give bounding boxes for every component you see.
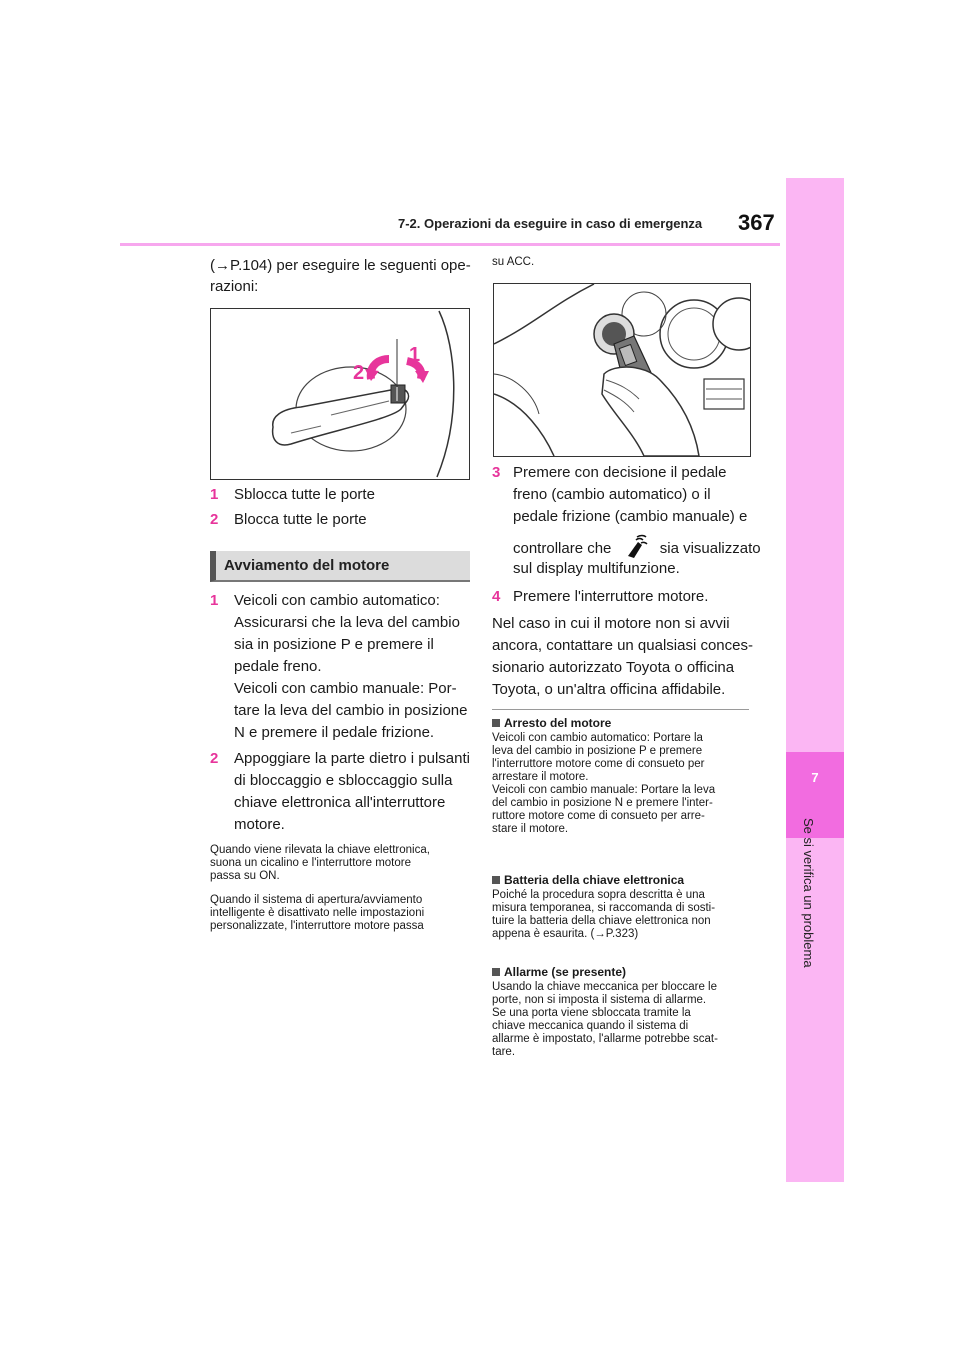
step-3-number: 3 xyxy=(492,464,501,481)
step-number: 2 xyxy=(210,511,219,528)
step-text: Blocca tutte le porte xyxy=(234,511,367,528)
note-alarm xyxy=(492,965,718,1059)
chapter-side-tab[interactable] xyxy=(786,178,844,1182)
key-fob-ignition-illustration xyxy=(494,284,750,456)
step-3-line: freno (cambio automatico) o il xyxy=(513,486,711,503)
step-3-line-5: sul display multifunzione. xyxy=(513,560,680,577)
step-2-line: chiave elettronica all'interruttore xyxy=(234,794,446,811)
note-line: arrestare il motore. xyxy=(492,771,589,783)
note-line: stare il motore. xyxy=(492,823,569,835)
note-line: appena è esaurita. (→P.323) xyxy=(492,928,639,940)
note-line: ruttore motore come di consueto per arre- xyxy=(492,810,705,822)
intro-line-1: (→P.104) per eseguire le seguenti ope- xyxy=(210,257,471,274)
step-1-line: Assicurarsi che la leva del cambio xyxy=(234,614,460,631)
note-battery xyxy=(492,873,715,941)
square-bullet-icon xyxy=(492,876,500,884)
figure-step-1 xyxy=(210,484,375,506)
step-number: 1 xyxy=(210,486,219,503)
section-heading: Avviamento del motore xyxy=(224,557,390,574)
note-line: Quando il sistema di apertura/avviamento xyxy=(210,894,423,906)
figure-label-1: 1 xyxy=(409,344,421,366)
note-stop-engine xyxy=(492,716,715,836)
note-line: tare. xyxy=(492,1046,516,1058)
square-bullet-icon xyxy=(492,719,500,727)
step-2-number: 2 xyxy=(210,750,219,767)
step-2-line: motore. xyxy=(234,816,285,833)
step-1-text xyxy=(234,590,467,744)
para-line: ancora, contattare un qualsiasi conces- xyxy=(492,637,753,654)
door-handle-illustration xyxy=(211,309,469,479)
note-line: Veicoli con cambio manuale: Portare la leva xyxy=(492,784,716,796)
step-1-line: N e premere il pedale frizione. xyxy=(234,724,435,741)
square-bullet-icon xyxy=(492,968,500,976)
step-3-text-b: sia visualizzato xyxy=(659,540,761,557)
step-3-line-4 xyxy=(513,534,761,560)
para-line: Toyota, o un'altra officina affidabile. xyxy=(492,681,726,698)
figure-step-2 xyxy=(210,509,367,531)
note-line: passa su ON. xyxy=(210,870,280,882)
step-4-text: Premere l'interruttore motore. xyxy=(513,588,709,605)
step-2-line: di bloccaggio e sbloccaggio sulla xyxy=(234,772,453,789)
note-line: porte, non si imposta il sistema di allarme. xyxy=(492,994,707,1006)
note-line: personalizzate, l'interruttore motore passa xyxy=(210,920,424,932)
note-title: Allarme (se presente) xyxy=(492,965,718,981)
section-heading-box xyxy=(210,551,470,582)
note-title: Batteria della chiave elettronica xyxy=(492,873,715,889)
step-4-number: 4 xyxy=(492,588,501,605)
step-1-line: pedale freno. xyxy=(234,658,322,675)
note-line: chiave meccanica quando il sistema di xyxy=(492,1020,689,1032)
note-line: Veicoli con cambio automatico: Portare la xyxy=(492,732,703,744)
note-line: Quando viene rilevata la chiave elettronica, xyxy=(210,844,430,856)
ignition-figure xyxy=(493,283,751,457)
step-2-text xyxy=(234,748,470,836)
note-line: leva del cambio in posizione P e premere xyxy=(492,745,703,757)
chapter-title: Se si verifica un problema xyxy=(801,818,816,968)
step-1-line: tare la leva del cambio in posizione xyxy=(234,702,468,719)
note-detected xyxy=(210,844,430,883)
note-line: Poiché la procedura sopra descritta è una xyxy=(492,889,705,901)
step-1-line: sia in posizione P e premere il xyxy=(234,636,434,653)
step-3-text-a: controllare che xyxy=(513,540,612,557)
section-title: 7-2. Operazioni da eseguire in caso di emergenza xyxy=(398,216,703,231)
note-line: intelligente è disattivato nelle impostazioni xyxy=(210,907,425,919)
note-title: Arresto del motore xyxy=(492,716,715,732)
step-text: Sblocca tutte le porte xyxy=(234,486,375,503)
note-line: misura temporanea, si raccomanda di sosti- xyxy=(492,902,716,914)
para-line: Nel caso in cui il motore non si avvii xyxy=(492,615,730,632)
note-line: allarme è impostato, l'allarme potrebbe scat- xyxy=(492,1033,718,1045)
note-line: l'interruttore motore come di consueto per xyxy=(492,758,705,770)
step-3-text xyxy=(513,462,747,528)
step-1-line: Veicoli con cambio manuale: Por- xyxy=(234,680,457,697)
intro-line-2: razioni: xyxy=(210,278,259,295)
note-disabled xyxy=(210,894,424,933)
step-1-line: Veicoli con cambio automatico: xyxy=(234,592,440,609)
key-indicator-icon xyxy=(622,534,650,558)
divider xyxy=(492,709,749,710)
step-3-line: pedale frizione (cambio manuale) e xyxy=(513,508,748,525)
chapter-number: 7 xyxy=(811,770,819,785)
door-handle-figure xyxy=(210,308,470,480)
para-line: sionario autorizzato Toyota o officina xyxy=(492,659,735,676)
continue-text: su ACC. xyxy=(492,256,535,268)
note-line: del cambio in posizione N e premere l'inter- xyxy=(492,797,713,809)
note-line: tuire la batteria della chiave elettronica non xyxy=(492,915,711,927)
header-rule xyxy=(120,243,780,246)
note-line: suona un cicalino e l'interruttore motore xyxy=(210,857,411,869)
figure-label-2: 2 xyxy=(353,362,365,384)
step-3-line: Premere con decisione il pedale xyxy=(513,464,727,481)
note-line: Se una porta viene sbloccata tramite la xyxy=(492,1007,691,1019)
step-1-number: 1 xyxy=(210,592,219,609)
page-number: 367 xyxy=(738,210,775,235)
note-line: Usando la chiave meccanica per bloccare le xyxy=(492,981,718,993)
dealer-paragraph xyxy=(492,613,753,701)
step-2-line: Appoggiare la parte dietro i pulsanti xyxy=(234,750,470,767)
